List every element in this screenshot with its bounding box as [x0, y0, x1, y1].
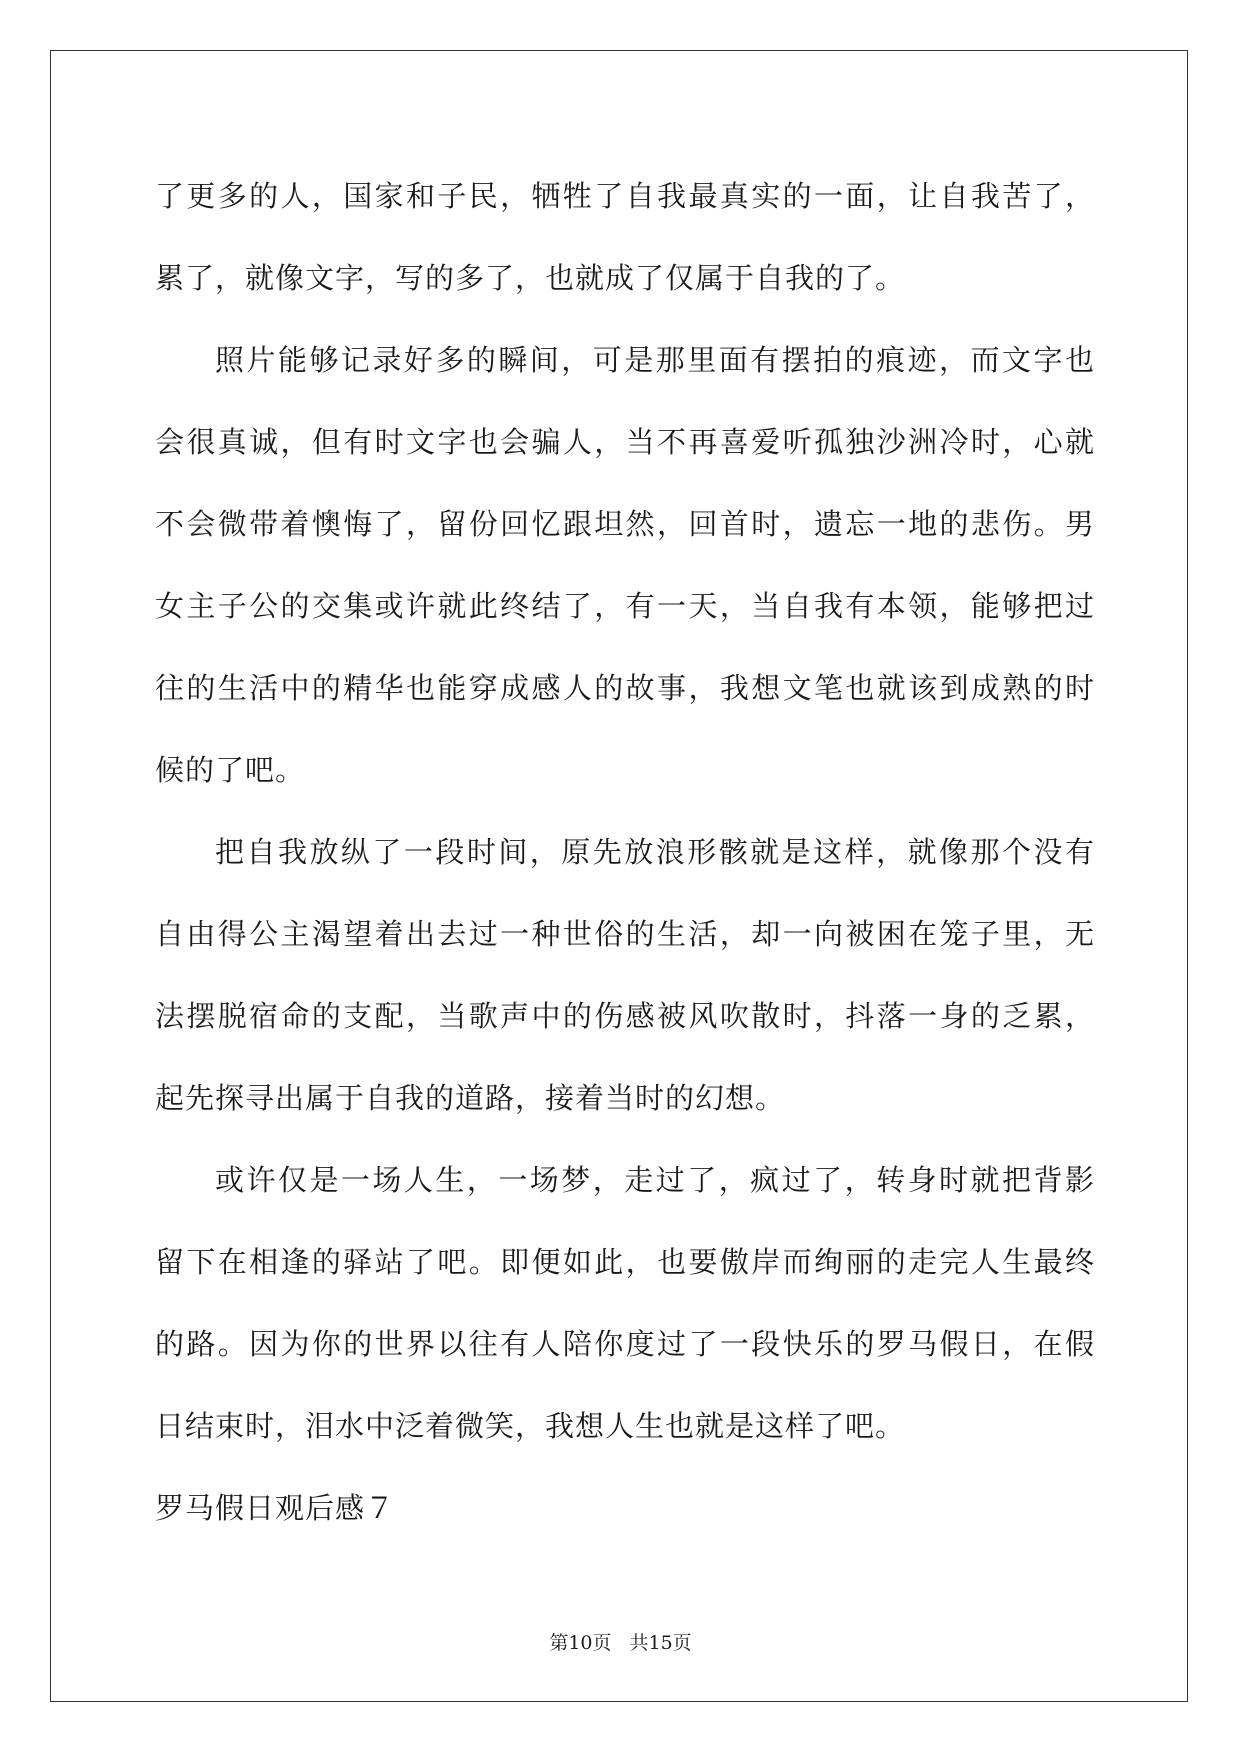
text-line: 往的生活中的精华也能穿成感人的故事，我想文笔也就该到成熟的时 [155, 671, 1095, 705]
document-body [155, 155, 1095, 1549]
page-number-total: 共15页 [629, 1632, 692, 1654]
text-line: 起先探寻出属于自我的道路，接着当时的幻想。 [155, 1081, 786, 1115]
page-footer [0, 1631, 1241, 1655]
section-heading: 罗马假日观后感７ [155, 1491, 396, 1525]
paragraph-start-line: 把自我放纵了一段时间，原先放浪形骸就是这样，就像那个没有 [215, 835, 1095, 869]
text-line: 累了，就像文字，写的多了，也就成了仅属于自我的了。 [155, 261, 906, 295]
text-line: 的路。因为你的世界以往有人陪你度过了一段快乐的罗马假日，在假 [155, 1327, 1095, 1361]
text-line: 女主子公的交集或许就此终结了，有一天，当自我有本领，能够把过 [155, 589, 1095, 623]
paragraph-start-line: 或许仅是一场人生，一场梦，走过了，疯过了，转身时就把背影 [215, 1163, 1095, 1197]
text-line: 日结束时，泪水中泛着微笑，我想人生也就是这样了吧。 [155, 1409, 906, 1443]
text-line: 自由得公主渴望着出去过一种世俗的生活，却一向被困在笼子里，无 [155, 917, 1095, 951]
text-line: 留下在相逢的驿站了吧。即便如此，也要傲岸而绚丽的走完人生最终 [155, 1245, 1095, 1279]
page-number-current: 第10页 [549, 1632, 612, 1654]
text-line: 法摆脱宿命的支配，当歌声中的伤感被风吹散时，抖落一身的乏累， [155, 999, 1095, 1033]
text-line: 不会微带着懊悔了，留份回忆跟坦然，回首时，遗忘一地的悲伤。男 [155, 507, 1095, 541]
text-line: 了更多的人，国家和子民，牺牲了自我最真实的一面，让自我苦了， [155, 179, 1095, 213]
paragraph-start-line: 照片能够记录好多的瞬间，可是那里面有摆拍的痕迹，而文字也 [215, 343, 1095, 377]
text-line: 会很真诚，但有时文字也会骗人，当不再喜爱听孤独沙洲冷时，心就 [155, 425, 1095, 459]
text-line: 候的了吧。 [155, 753, 306, 787]
